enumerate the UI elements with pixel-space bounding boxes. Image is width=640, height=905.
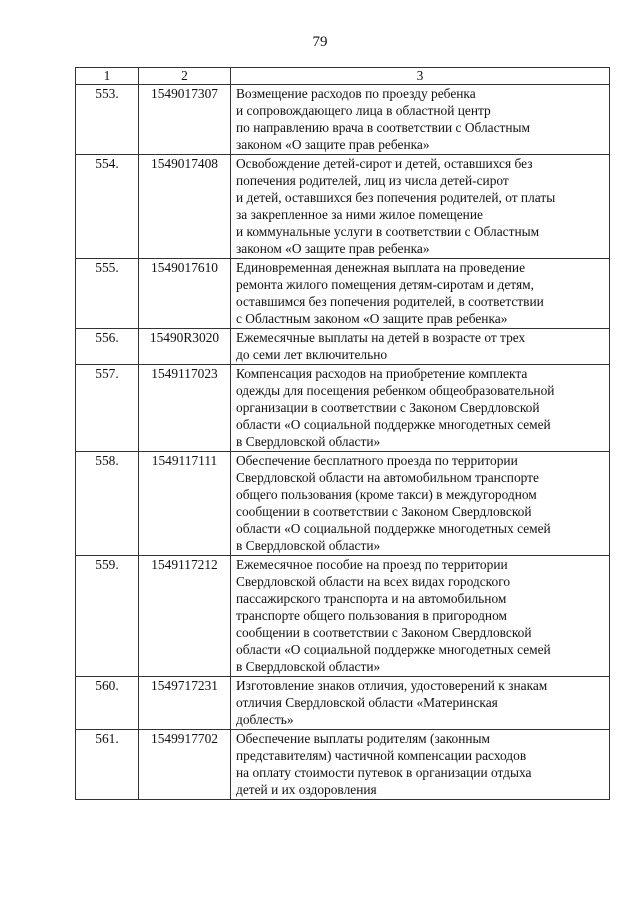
- row-number: 554.: [76, 155, 139, 259]
- row-description: Единовременная денежная выплата на проведение ремонта жилого помещения детям-сиротам и детям, оставшимся без попечения родителей, в соответствии с Областным законом «О защите прав ребенка»: [231, 259, 610, 329]
- row-description: Ежемесячные выплаты на детей в возрасте от трех до семи лет включительно: [231, 329, 610, 365]
- row-description: Освобождение детей-сирот и детей, оставшихся без попечения родителей, лиц из числа детей-сирот и детей, оставшихся без попечения родителей, от платы за закрепленное за ними жилое помещение и коммунальные услуги в соответствии с Областным законом «О защите прав ребенка»: [231, 155, 610, 259]
- row-code: 1549117212: [139, 556, 231, 677]
- table-row: [76, 85, 610, 155]
- row-number: 559.: [76, 556, 139, 677]
- row-code: 1549017408: [139, 155, 231, 259]
- row-description: Обеспечение бесплатного проезда по территории Свердловской области на автомобильном транспорте общего пользования (кроме такси) в междугородном сообщении в соответствии с Законом Свердловской области «О социальной поддержке многодетных семей в Свердловской области»: [231, 452, 610, 556]
- table-row: [76, 329, 610, 365]
- column-header-3: 3: [231, 68, 610, 85]
- row-number: 553.: [76, 85, 139, 155]
- row-code: 15490R3020: [139, 329, 231, 365]
- row-number: 561.: [76, 730, 139, 800]
- row-number: 556.: [76, 329, 139, 365]
- row-code: 1549017610: [139, 259, 231, 329]
- row-code: 1549117111: [139, 452, 231, 556]
- row-code: 1549717231: [139, 677, 231, 730]
- row-code: 1549017307: [139, 85, 231, 155]
- table-row: [76, 365, 610, 452]
- row-number: 557.: [76, 365, 139, 452]
- row-description: Изготовление знаков отличия, удостоверений к знакам отличия Свердловской области «Материнская доблесть»: [231, 677, 610, 730]
- row-number: 558.: [76, 452, 139, 556]
- budget-table: [75, 67, 610, 800]
- row-number: 555.: [76, 259, 139, 329]
- table-row: [76, 259, 610, 329]
- column-header-2: 2: [139, 68, 231, 85]
- row-description: Возмещение расходов по проезду ребенка и сопровождающего лица в областной центр по направлению врача в соответствии с Областным законом «О защите прав ребенка»: [231, 85, 610, 155]
- row-description: Обеспечение выплаты родителям (законным представителям) частичной компенсации расходов на оплату стоимости путевок в организации отдыха детей и их оздоровления: [231, 730, 610, 800]
- table-row: [76, 155, 610, 259]
- row-code: 1549117023: [139, 365, 231, 452]
- table-row: [76, 677, 610, 730]
- column-header-1: 1: [76, 68, 139, 85]
- row-code: 1549917702: [139, 730, 231, 800]
- row-description: Компенсация расходов на приобретение комплекта одежды для посещения ребенком общеобразовательной организации в соответствии с Законом Свердловской области «О социальной поддержке многодетных семей в Свердловской области»: [231, 365, 610, 452]
- table-header-row: [76, 68, 610, 85]
- table-row: [76, 730, 610, 800]
- page-number: 79: [312, 34, 328, 50]
- table-row: [76, 452, 610, 556]
- row-number: 560.: [76, 677, 139, 730]
- row-description: Ежемесячное пособие на проезд по территории Свердловской области на всех видах городского пассажирского транспорта и на автомобильном транспорте общего пользования в пригородном сообщении в соответствии с Законом Свердловской области «О социальной поддержке многодетных семей в Свердловской области»: [231, 556, 610, 677]
- table-row: [76, 556, 610, 677]
